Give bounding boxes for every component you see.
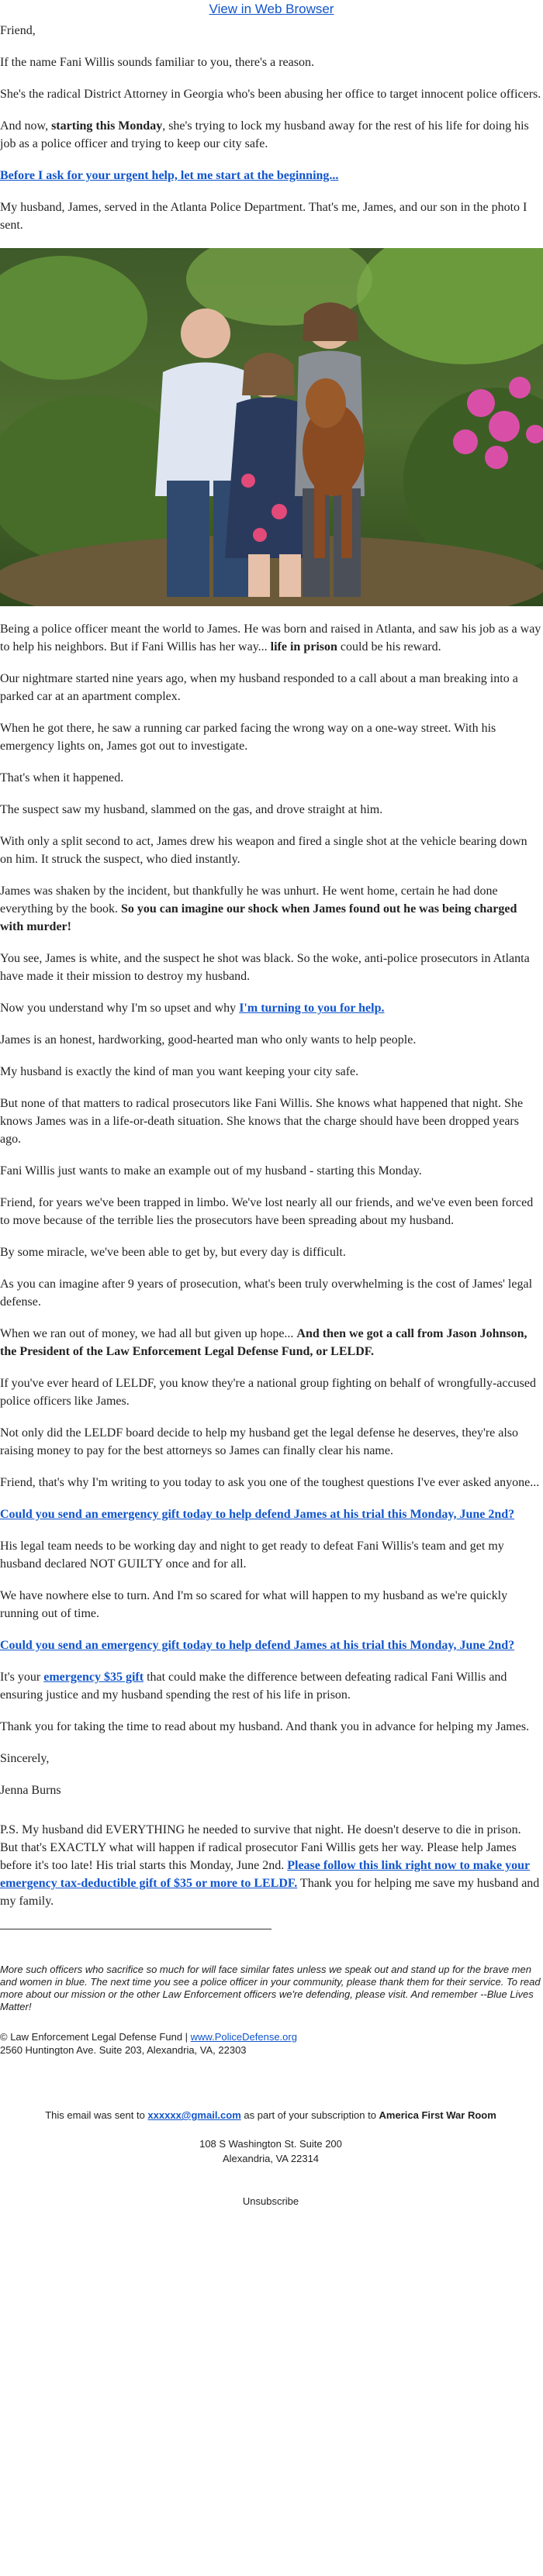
paragraph: That's when it happened. [0, 771, 124, 785]
paragraph: With only a split second to act, James drew his weapon and fired a single shot at the vehicle bearing down on him. It struck the suspect, who died instantly. [0, 835, 527, 866]
donate-cta-link-1[interactable]: Could you send an emergency gift today to help defend James at his trial this Monday, June 2nd? [0, 1508, 515, 1521]
top-bar [0, 0, 543, 22]
website-link[interactable]: www.PoliceDefense.org [190, 2031, 297, 2043]
footer-org: © Law Enforcement Legal Defense Fund | www.PoliceDefense.org [0, 2031, 297, 2043]
view-in-browser-link[interactable]: View in Web Browser [209, 2, 334, 16]
paragraph: By some miracle, we've been able to get by, but every day is difficult. [0, 1246, 346, 1259]
sender-address-line-2: Alexandria, VA 22314 [222, 2153, 320, 2164]
sender-address-line-1: 108 S Washington St. Suite 200 [199, 2138, 342, 2150]
footer-address: 2560 Huntington Ave. Suite 203, Alexandria, VA, 22303 [0, 2044, 247, 2056]
paragraph: James was shaken by the incident, but thankfully he was unhurt. He went home, certain he had done everything by the book. So you can imagine our shock when James found out he was being charged with murder! [0, 885, 517, 933]
paragraph: My husband, James, served in the Atlanta Police Department. That's me, James, and our son in the photo I sent. [0, 201, 527, 232]
paragraph: She's the radical District Attorney in Georgia who's been abusing her office to target innocent police officers. [0, 88, 541, 101]
paragraph: Friend, for years we've been trapped in limbo. We've lost nearly all our friends, and we've even been forced to move because of the terrible lies the prosecutors have been spreading about my husband. [0, 1196, 534, 1227]
paragraph: His legal team needs to be working day and night to get ready to defeat Fani Willis's team and get my husband declared NOT GUILTY once and for all. [0, 1540, 504, 1571]
paragraph: But none of that matters to radical prosecutors like Fani Willis. She knows what happened that night. She knows James was in a life-or-death situation. She knows that the charge should have been dropped years ago. [0, 1097, 524, 1146]
paragraph: You see, James is white, and the suspect he shot was black. So the woke, anti-police prosecutors in Atlanta have made it their mission to destroy my husband. [0, 952, 530, 983]
paragraph: And now, starting this Monday, she's trying to lock my husband away for the rest of his life for doing his job as a police officer and trying to keep our city safe. [0, 119, 529, 150]
paragraph: My husband is exactly the kind of man you want keeping your city safe. [0, 1065, 359, 1078]
closing: Sincerely, [0, 1752, 50, 1765]
paragraph: Thank you for taking the time to read about my husband. And thank you in advance for helping my James. [0, 1720, 530, 1733]
gift-link[interactable]: emergency $35 gift [43, 1671, 144, 1684]
donate-cta-link-2[interactable]: Could you send an emergency gift today to help defend James at his trial this Monday, June 2nd? [0, 1639, 515, 1652]
paragraph: Not only did the LELDF board decide to help my husband get the legal defense he deserves, they're also raising money to pay for the best attorneys so James can finally clear his name. [0, 1426, 519, 1457]
paragraph: If the name Fani Willis sounds familiar to you, there's a reason. [0, 56, 314, 69]
subscription-footer [0, 2108, 541, 2209]
ps-donate-link[interactable]: Please follow this link right now to make your emergency tax-deductible gift of $35 or more to LELDF. [0, 1859, 531, 1890]
paragraph: Fani Willis just wants to make an example out of my husband - starting this Monday. [0, 1164, 422, 1178]
paragraph: Now you understand why I'm so upset and why I'm turning to you for help. [0, 1002, 385, 1015]
help-link[interactable]: I'm turning to you for help. [239, 1002, 385, 1015]
paragraph: When he got there, he saw a running car parked facing the wrong way on a one-way street. With his emergency lights on, James got out to investigate. [0, 722, 496, 753]
family-photo [0, 248, 543, 606]
paragraph: It's your emergency $35 gift that could make the difference between defeating radical Fani Willis and ensuring justice and my husband spending the rest of his life in prison. [0, 1671, 507, 1702]
sent-to-line: This email was sent to xxxxxx@gmail.com as part of your subscription to America First War Room [45, 2109, 496, 2121]
paragraph: Our nightmare started nine years ago, when my husband responded to a call about a man breaking into a parked car at an apartment complex. [0, 672, 518, 703]
paragraph: Being a police officer meant the world to James. He was born and raised in Atlanta, and saw his job as a way to help his neighbors. But if Fani Willis has her way... life in prison could be his reward. [0, 622, 541, 653]
paragraph [0, 1505, 541, 1523]
paragraph [0, 1636, 541, 1654]
paragraph: James is an honest, hardworking, good-hearted man who only wants to help people. [0, 1033, 417, 1047]
signature: Jenna Burns [0, 1784, 61, 1797]
paragraph: The suspect saw my husband, slammed on the gas, and drove straight at him. [0, 803, 383, 816]
paragraph: We have nowhere else to turn. And I'm so scared for what will happen to my husband as we're quickly running out of time. [0, 1589, 508, 1620]
greeting: Friend, [0, 24, 36, 37]
paragraph [0, 167, 541, 184]
paragraph: Friend, that's why I'm writing to you today to ask you one of the toughest questions I've ever asked anyone... [0, 1476, 540, 1489]
footer-note: More such officers who sacrifice so much for will face similar fates unless we speak out and stand up for the brave men and women in blue. The next time you see a police officer in your community, please thank them for their service. To read more about our mission or the other Law Enforcement officers we're defending, please visit. And remember --Blue Lives Matter! [0, 1964, 541, 2012]
paragraph: As you can imagine after 9 years of prosecution, what's been truly overwhelming is the cost of James' legal defense. [0, 1278, 533, 1309]
paragraph: If you've ever heard of LELDF, you know they're a national group fighting on behalf of wrongfully-accused police officers like James. [0, 1377, 536, 1408]
postscript: P.S. My husband did EVERYTHING he needed to survive that night. He doesn't deserve to die in prison. But that's EXACTLY what will happen if radical prosecutor Fani Willis gets her way. Please help James before it's too late! His trial starts this Monday, June 2nd. Please follow this link right now to make your emergency tax-deductible gift of $35 or more to LELDF. Thank you for helping me save my husband and my family. [0, 1823, 540, 1908]
recipient-email-link[interactable]: xxxxxx@gmail.com [147, 2109, 241, 2121]
paragraph: When we ran out of money, we had all but given up hope... And then we got a call from Jason Johnson, the President of the Law Enforcement Legal Defense Fund, or LELDF. [0, 1327, 527, 1358]
email-body [0, 22, 543, 2209]
unsubscribe-link[interactable]: Unsubscribe [242, 2195, 299, 2207]
beginning-link[interactable]: Before I ask for your urgent help, let me start at the beginning... [0, 169, 339, 182]
